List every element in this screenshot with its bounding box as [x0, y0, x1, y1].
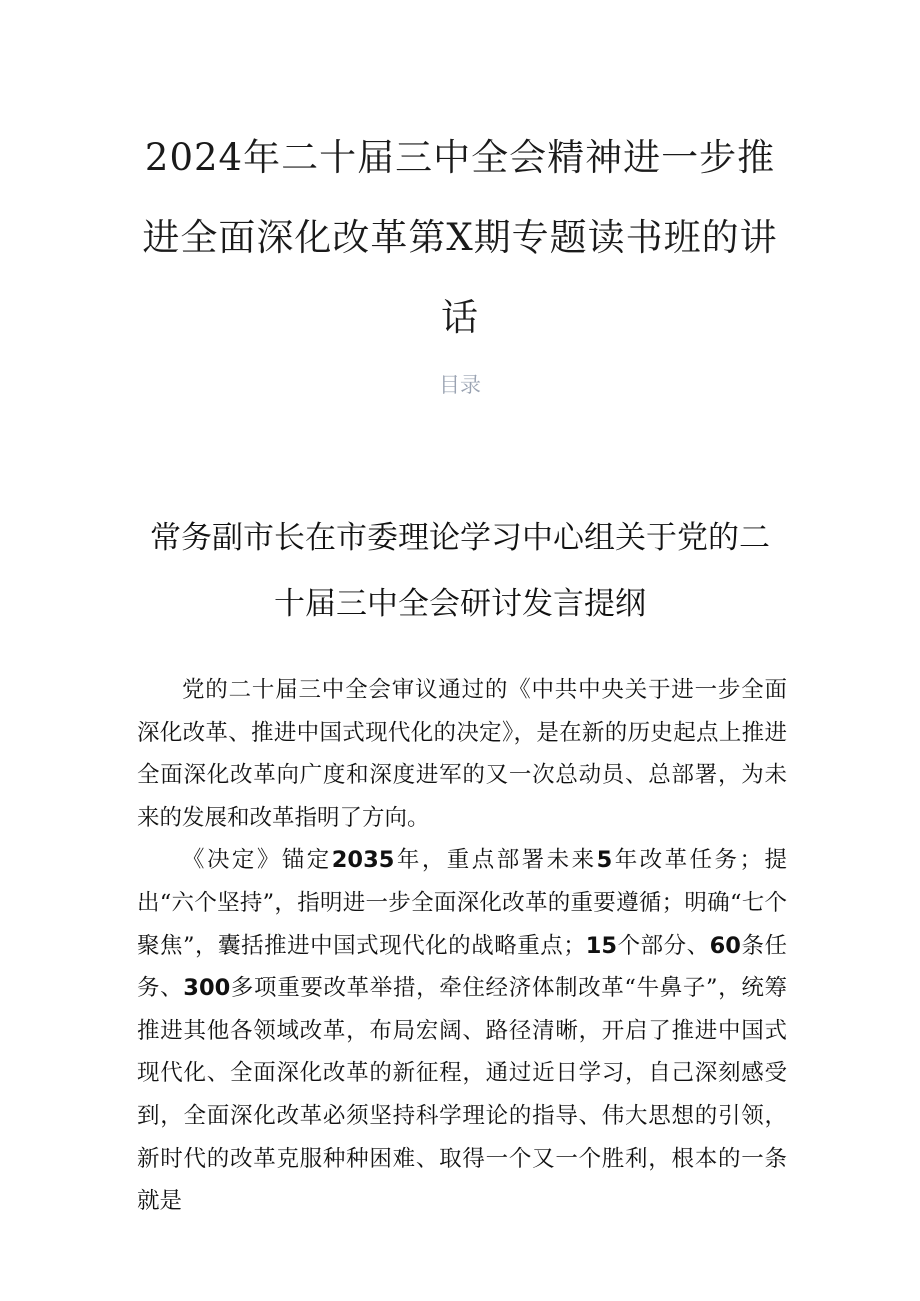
section-body — [137, 669, 787, 1223]
year-number: 2035 — [331, 847, 395, 874]
paragraph-2 — [137, 839, 787, 1222]
table-of-contents-label: 目录 — [439, 373, 481, 397]
paragraph-2-text: 年，重点部署未来 — [394, 847, 597, 874]
tasks-number: 60 — [709, 932, 741, 959]
paragraph-2-text: 条任务、 — [137, 932, 787, 1002]
parts-number: 15 — [585, 932, 618, 959]
paragraph-2-text: 《决定》锚定 — [182, 847, 332, 874]
measures-number: 300 — [183, 975, 231, 1002]
document-title: 2024年二十届三中全会精神进一步推进全面深化改革第X期专题读书班的讲话 — [142, 136, 778, 339]
paragraph-1: 党的二十届三中全会审议通过的《中共中央关于进一步全面深化改革、推进中国式现代化的决定》，是在新的历史起点上推进全面深化改革向广度和深度进军的又一次总动员、总部署，为未来的发展和改革指明了方向。 — [137, 677, 787, 831]
paragraph-2-text: 多项重要改革举措，牵住经济体制改革“牛鼻子”，统筹推进其他各领域改革，布局宏阔、路径清晰，开启了推进中国式现代化、全面深化改革的新征程，通过近日学习，自己深刻感受到，全面深化改革必须坚持科学理论的指导、伟大思想的引领，新时代的改革克服种种困难、取得一个又一个胜利，根本的一条就是 — [137, 975, 787, 1215]
paragraph-2-text: 年改革任务；提出“六个坚持”，指明进一步全面深化改革的重要遵循；明确“七个聚焦”，囊括推进中国式现代化的战略重点； — [137, 847, 787, 959]
paragraph-2-text: 个部分、 — [617, 932, 710, 959]
section-heading: 常务副市长在市委理论学习中心组关于党的二十届三中全会研讨发言提纲 — [150, 520, 770, 622]
years-number: 5 — [596, 847, 613, 874]
